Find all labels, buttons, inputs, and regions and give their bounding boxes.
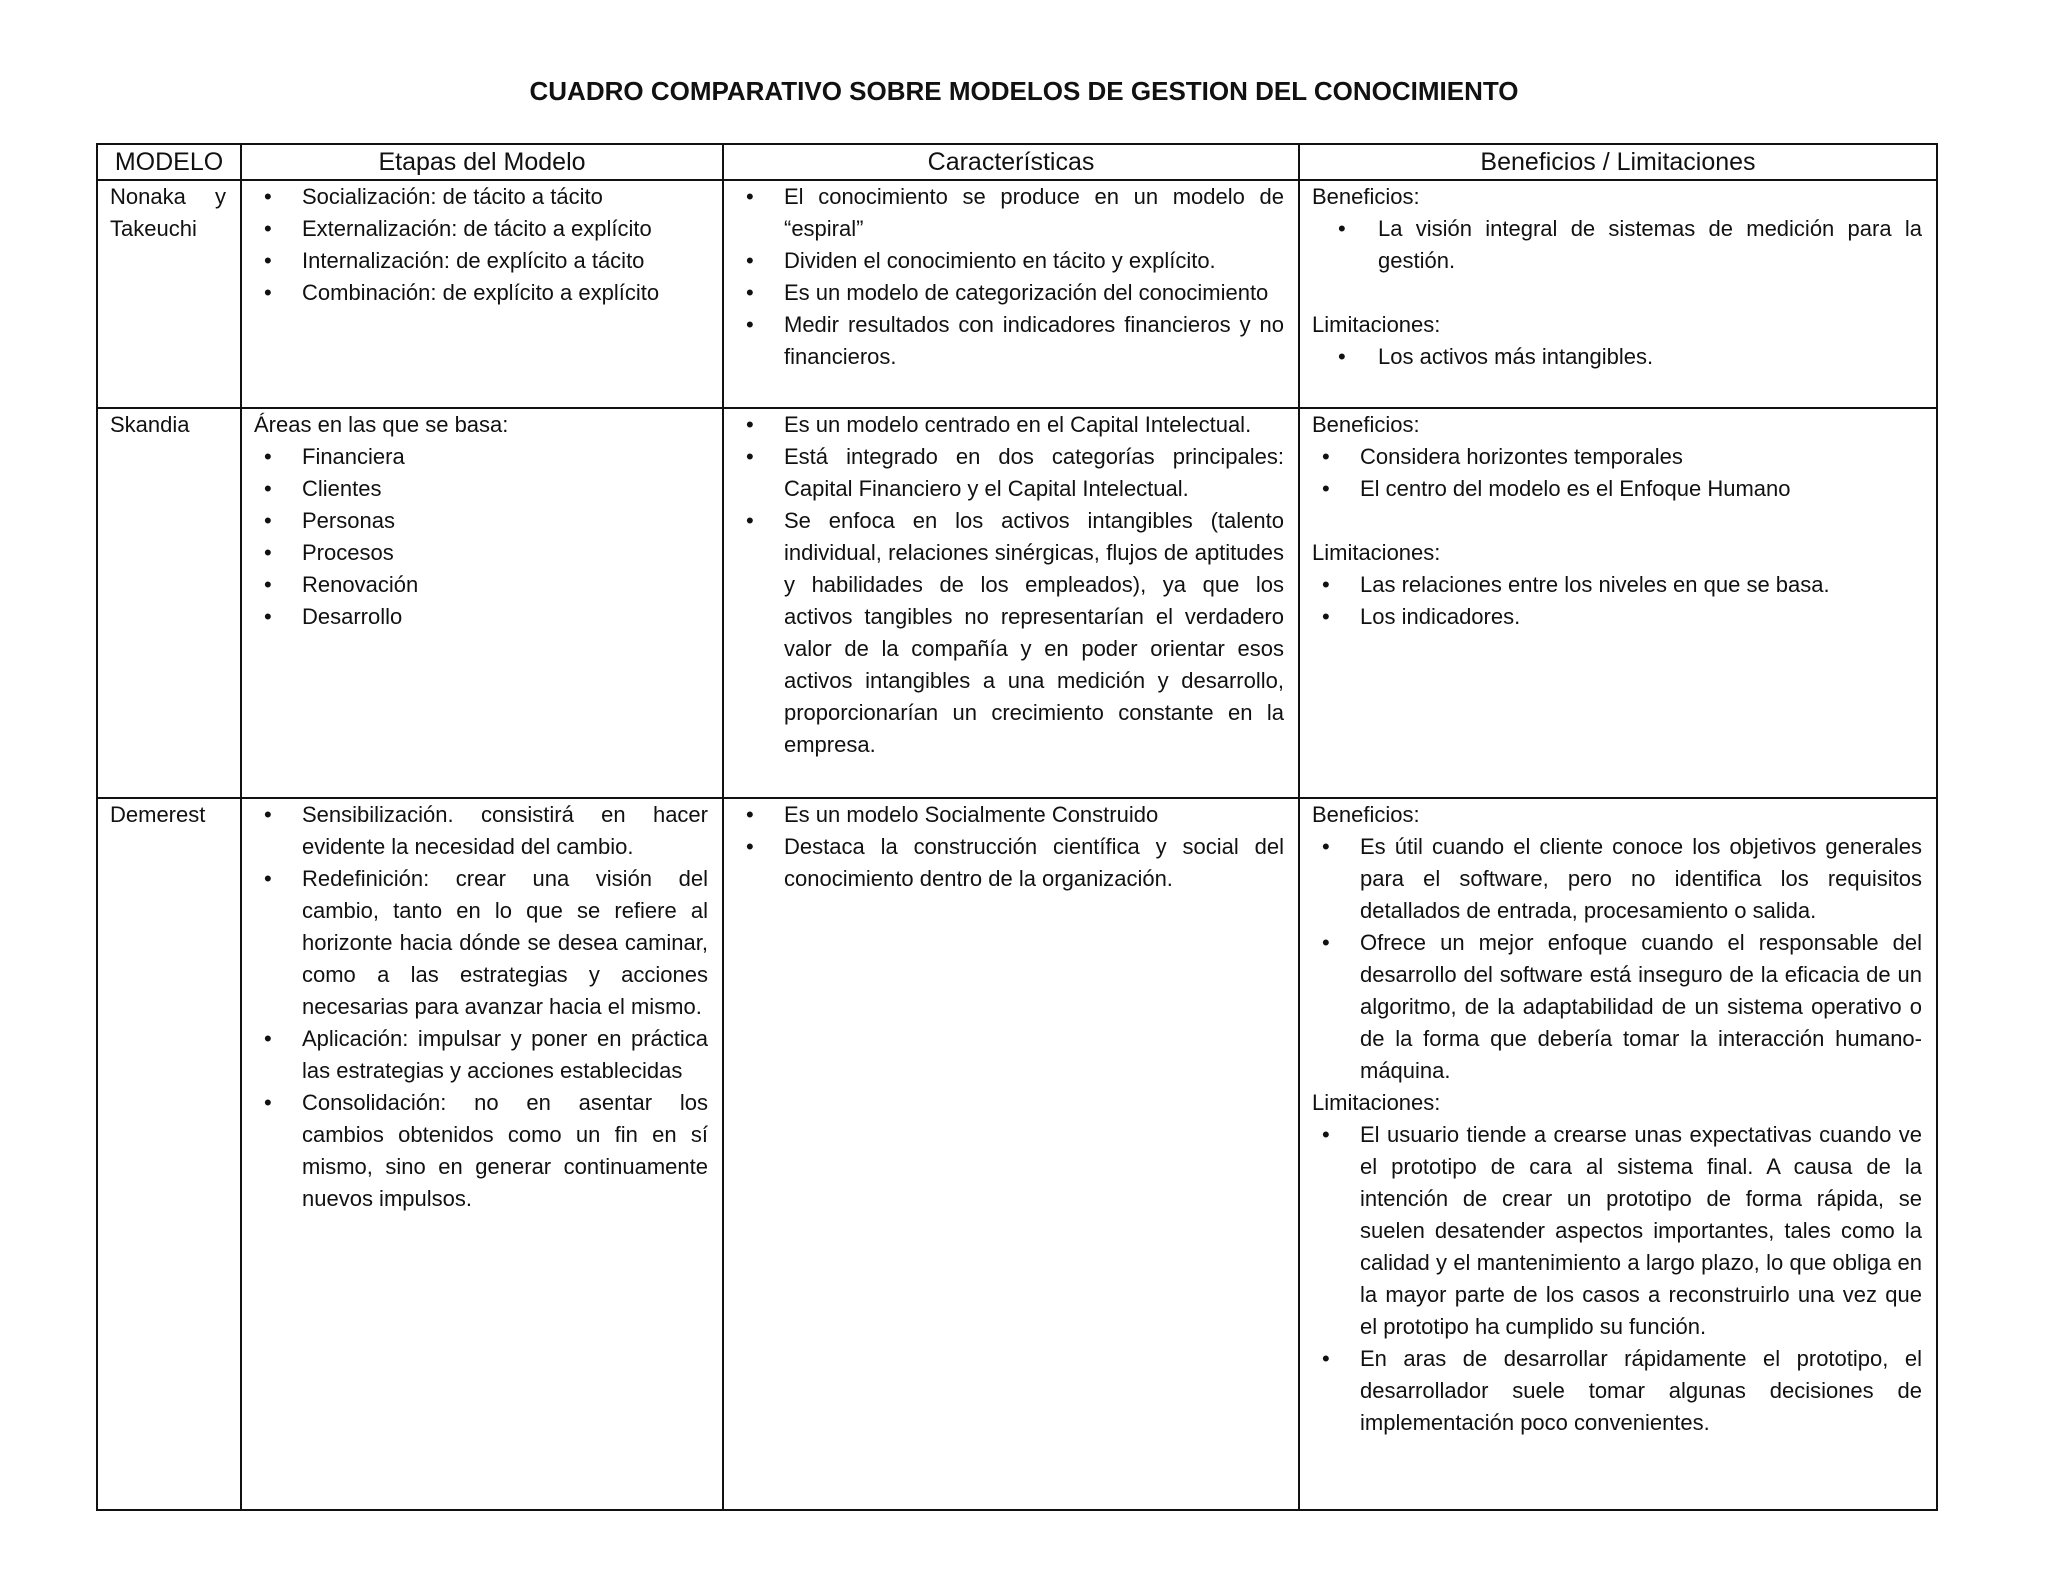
list-item: • Está integrado en dos categorías principales: Capital Financiero y el Capital Intelectual. [736,441,1284,505]
list-item: • Desarrollo [254,601,708,633]
list-item: • Es un modelo Socialmente Construido [736,799,1284,831]
list-item: • Renovación [254,569,708,601]
model-name: Nonaka y Takeuchi [110,184,226,241]
list-item: • Los indicadores. [1312,601,1922,633]
benefits-label: Beneficios: [1312,412,1420,437]
list-item: • Externalización: de tácito a explícito [254,213,708,245]
features-cell [723,798,1299,1510]
model-name: Skandia [110,412,190,437]
list-item: • El usuario tiende a crearse unas expectativas cuando ve el prototipo de cara al sistema final. A causa de la intención de crear un prototipo de forma rápida, se suelen desatender aspectos importantes, tales como la calidad y el mantenimiento a largo plazo, lo que obliga en la mayor parte de los casos a reconstruirlo una vez que el prototipo ha cumplido su función. [1312,1119,1922,1343]
list-item: • Los activos más intangibles. [1312,341,1922,373]
benefits-limitations-cell [1299,798,1937,1510]
stages-cell [241,180,723,408]
comparison-table [96,143,1938,1511]
model-name: Demerest [110,802,206,827]
list-item: • La visión integral de sistemas de medición para la gestión. [1312,213,1922,277]
document-title: CUADRO COMPARATIVO SOBRE MODELOS DE GESTION DEL CONOCIMIENTO [529,76,1519,106]
list-item: • Se enfoca en los activos intangibles (talento individual, relaciones sinérgicas, flujos de aptitudes y habilidades de los empleados), ya que los activos tangibles no representarían el verdadero valor de la compañía y en poder orientar esos activos intangibles a una medición y desarrollo, proporcionarían un crecimiento constante en la empresa. [736,505,1284,761]
list-item: • Internalización: de explícito a tácito [254,245,708,277]
benefits-label: Beneficios: [1312,184,1420,209]
list-item: • Socialización: de tácito a tácito [254,181,708,213]
table-row [97,180,1937,408]
header-benefits-limitations: Beneficios / Limitaciones [1299,144,1937,180]
list-item: • Medir resultados con indicadores financieros y no financieros. [736,309,1284,373]
stages-cell [241,408,723,798]
table-row [97,408,1937,798]
list-item: • Clientes [254,473,708,505]
benefits-label: Beneficios: [1312,802,1420,827]
list-item: • Consolidación: no en asentar los cambios obtenidos como un fin en sí mismo, sino en generar continuamente nuevos impulsos. [254,1087,708,1215]
table-row [97,798,1937,1510]
stages-cell [241,798,723,1510]
list-item: • En aras de desarrollar rápidamente el prototipo, el desarrollador suele tomar algunas decisiones de implementación poco convenientes. [1312,1343,1922,1439]
benefits-limitations-cell [1299,180,1937,408]
list-item: • Es un modelo de categorización del conocimiento [736,277,1284,309]
list-item: • Es útil cuando el cliente conoce los objetivos generales para el software, pero no identifica los requisitos detallados de entrada, procesamiento o salida. [1312,831,1922,927]
limitations-label: Limitaciones: [1312,312,1441,337]
list-item: • Redefinición: crear una visión del cambio, tanto en lo que se refiere al horizonte hacia dónde se desea caminar, como a las estrategias y acciones necesarias para avanzar hacia el mismo. [254,863,708,1023]
model-cell [97,408,241,798]
list-item: • Es un modelo centrado en el Capital Intelectual. [736,409,1284,441]
list-item: • Financiera [254,441,708,473]
list-item: • Considera horizontes temporales [1312,441,1922,473]
limitations-label: Limitaciones: [1312,540,1441,565]
features-cell [723,408,1299,798]
list-item: • Sensibilización. consistirá en hacer evidente la necesidad del cambio. [254,799,708,863]
list-item: • Combinación: de explícito a explícito [254,277,708,309]
model-cell [97,798,241,1510]
header-model: MODELO [97,144,241,180]
header-stages: Etapas del Modelo [241,144,723,180]
limitations-label: Limitaciones: [1312,1090,1441,1115]
list-item: • Procesos [254,537,708,569]
stages-intro: Áreas en las que se basa: [254,412,509,437]
list-item: • Personas [254,505,708,537]
benefits-limitations-cell [1299,408,1937,798]
list-item: • El conocimiento se produce en un modelo de “espiral” [736,181,1284,245]
list-item: • Dividen el conocimiento en tácito y explícito. [736,245,1284,277]
model-cell [97,180,241,408]
list-item: • Destaca la construcción científica y social del conocimiento dentro de la organización. [736,831,1284,895]
header-features: Características [723,144,1299,180]
header-row [97,144,1937,180]
features-cell [723,180,1299,408]
list-item: • El centro del modelo es el Enfoque Humano [1312,473,1922,505]
list-item: • Las relaciones entre los niveles en que se basa. [1312,569,1922,601]
list-item: • Aplicación: impulsar y poner en práctica las estrategias y acciones establecidas [254,1023,708,1087]
list-item: • Ofrece un mejor enfoque cuando el responsable del desarrollo del software está inseguro de la eficacia de un algoritmo, de la adaptabilidad de un sistema operativo o de la forma que debería tomar la interacción humano-máquina. [1312,927,1922,1087]
